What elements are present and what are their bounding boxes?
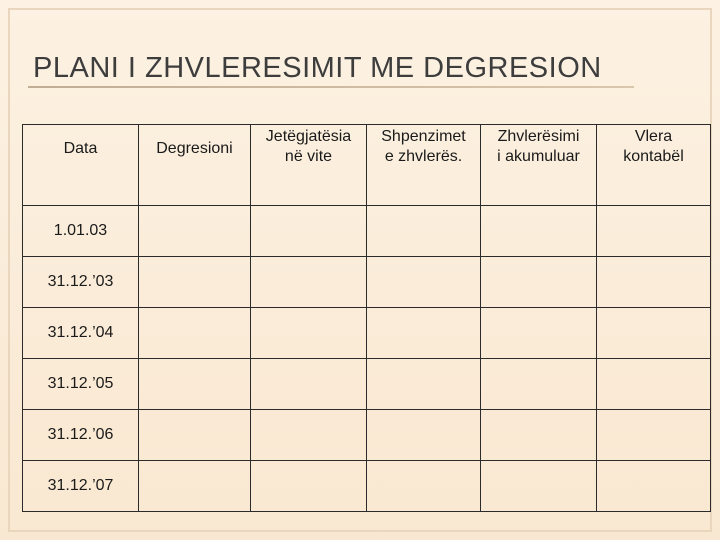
degression-cell: [139, 308, 251, 359]
frame-border-bottom: [8, 530, 712, 532]
book-value-cell: [597, 257, 711, 308]
expense-cell: [367, 206, 481, 257]
date-cell: 31.12.’07: [23, 461, 139, 512]
degression-cell: [139, 410, 251, 461]
table-row: [23, 206, 711, 257]
table-row: [23, 308, 711, 359]
header-degression: Degresioni: [139, 125, 251, 206]
expense-cell: [367, 257, 481, 308]
date-cell: 31.12.’06: [23, 410, 139, 461]
header-useful-life: Jetëgjatësia në vite: [251, 125, 367, 206]
book-value-cell: [597, 308, 711, 359]
degression-cell: [139, 359, 251, 410]
useful-life-cell: [251, 410, 367, 461]
frame-border-left: [8, 8, 10, 532]
frame-border-top: [8, 8, 712, 10]
accumulated-cell: [481, 308, 597, 359]
table-row: [23, 359, 711, 410]
date-cell: 31.12.’05: [23, 359, 139, 410]
table-row: [23, 257, 711, 308]
useful-life-cell: [251, 257, 367, 308]
useful-life-cell: [251, 206, 367, 257]
degression-cell: [139, 461, 251, 512]
book-value-cell: [597, 410, 711, 461]
table-row: [23, 461, 711, 512]
useful-life-cell: [251, 308, 367, 359]
header-book-value: Vlera kontabël: [597, 125, 711, 206]
header-accumulated-depreciation: Zhvlerësimi i akumuluar: [481, 125, 597, 206]
degression-cell: [139, 257, 251, 308]
date-cell: 31.12.’03: [23, 257, 139, 308]
accumulated-cell: [481, 461, 597, 512]
book-value-cell: [597, 359, 711, 410]
useful-life-cell: [251, 359, 367, 410]
date-cell: 1.01.03: [23, 206, 139, 257]
slide-title: PLANI I ZHVLERESIMIT ME DEGRESION: [33, 52, 602, 84]
depreciation-table: [22, 124, 711, 512]
book-value-cell: [597, 461, 711, 512]
table-header-row: [23, 125, 711, 206]
expense-cell: [367, 410, 481, 461]
degression-cell: [139, 206, 251, 257]
table-row: [23, 410, 711, 461]
book-value-cell: [597, 206, 711, 257]
expense-cell: [367, 461, 481, 512]
accumulated-cell: [481, 359, 597, 410]
accumulated-cell: [481, 206, 597, 257]
header-date: Data: [23, 125, 139, 206]
expense-cell: [367, 308, 481, 359]
title-underline: [28, 86, 634, 88]
accumulated-cell: [481, 257, 597, 308]
useful-life-cell: [251, 461, 367, 512]
accumulated-cell: [481, 410, 597, 461]
header-depreciation-expense: Shpenzimet e zhvlerës.: [367, 125, 481, 206]
expense-cell: [367, 359, 481, 410]
date-cell: 31.12.’04: [23, 308, 139, 359]
